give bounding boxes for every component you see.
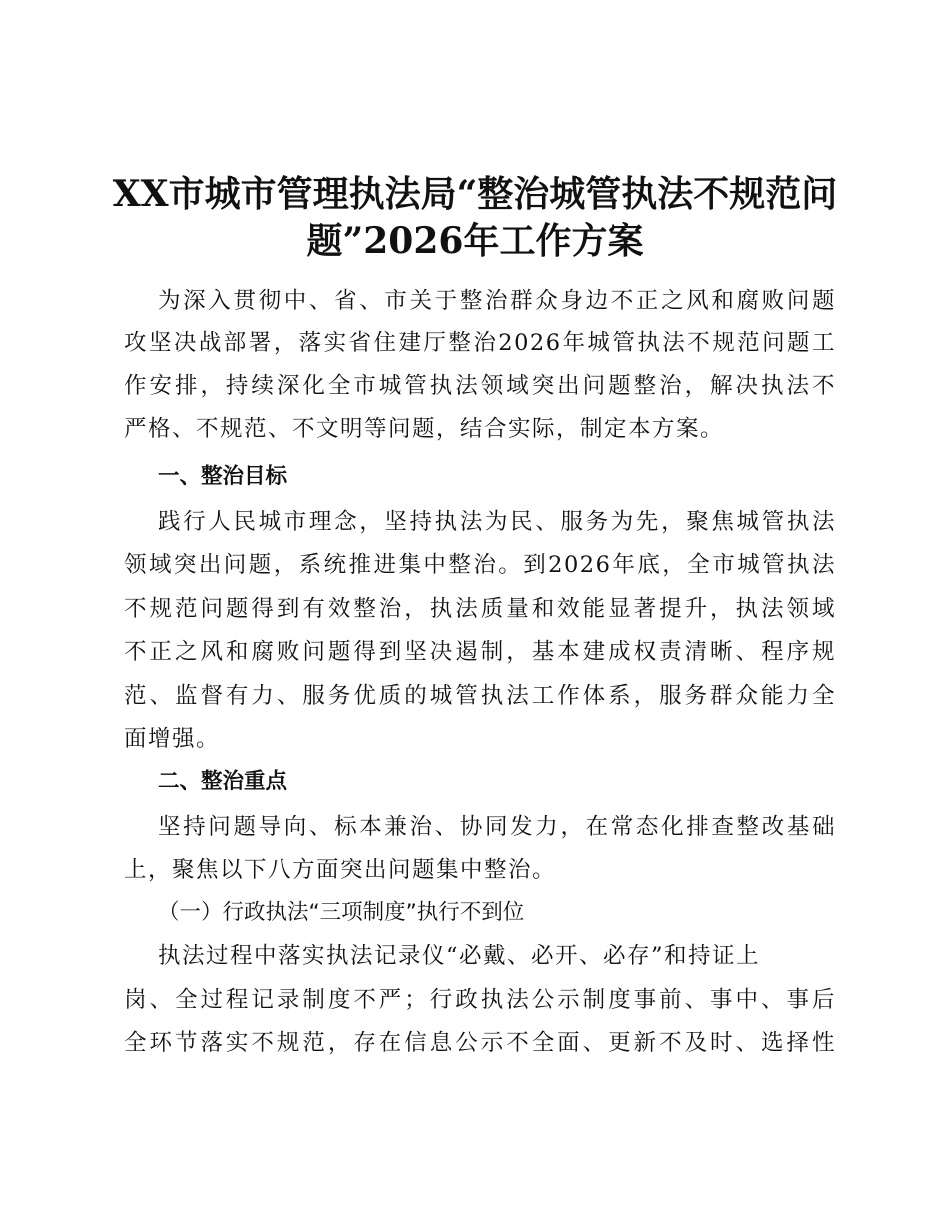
goals-paragraph-line: 践行人民城市理念，坚持执法为民、服务为先，聚焦城管执法 — [158, 509, 836, 535]
section-heading-focus: 二、整治重点 — [158, 769, 288, 794]
document-title-line-2: 题”2026年工作方案 — [306, 220, 644, 262]
subsection-heading-three-systems: （一）行政执法“三项制度”执行不到位 — [158, 900, 525, 925]
goals-paragraph-line: 范、监督有力、服务优质的城管执法工作体系，服务群众能力全 — [124, 683, 836, 709]
three-systems-paragraph-line: 岗、全过程记录制度不严；行政执法公示制度事前、事中、事后 — [124, 987, 836, 1013]
intro-paragraph-line: 攻坚决战部署，落实省住建厅整治2026年城管执法不规范问题工 — [124, 330, 836, 356]
intro-paragraph-line: 作安排，持续深化全市城管执法领域突出问题整治，解决执法不 — [124, 373, 836, 399]
goals-paragraph-line: 面增强。 — [124, 726, 221, 752]
section-heading-goals: 一、整治目标 — [158, 464, 288, 489]
goals-paragraph-line: 不规范问题得到有效整治，执法质量和效能显著提升，执法领域 — [124, 596, 836, 622]
document-title-line-1: XX市城市管理执法局“整治城管执法不规范问 — [112, 173, 838, 215]
three-systems-paragraph-line: 执法过程中落实执法记录仪“必戴、必开、必存”和持证上 — [158, 943, 761, 969]
goals-paragraph-line: 不正之风和腐败问题得到坚决遏制，基本建成权责清晰、程序规 — [124, 639, 836, 665]
intro-paragraph-line: 严格、不规范、不文明等问题，结合实际，制定本方案。 — [124, 416, 725, 442]
focus-paragraph-line: 上，聚焦以下八方面突出问题集中整治。 — [124, 857, 557, 883]
goals-paragraph-line: 领域突出问题，系统推进集中整治。到2026年底，全市城管执法 — [124, 552, 836, 578]
focus-paragraph-line: 坚持问题导向、标本兼治、协同发力，在常态化排查整改基础 — [158, 814, 836, 840]
three-systems-paragraph-line: 全环节落实不规范，存在信息公示不全面、更新不及时、选择性 — [124, 1030, 836, 1056]
intro-paragraph-line: 为深入贯彻中、省、市关于整治群众身边不正之风和腐败问题 — [158, 288, 836, 314]
